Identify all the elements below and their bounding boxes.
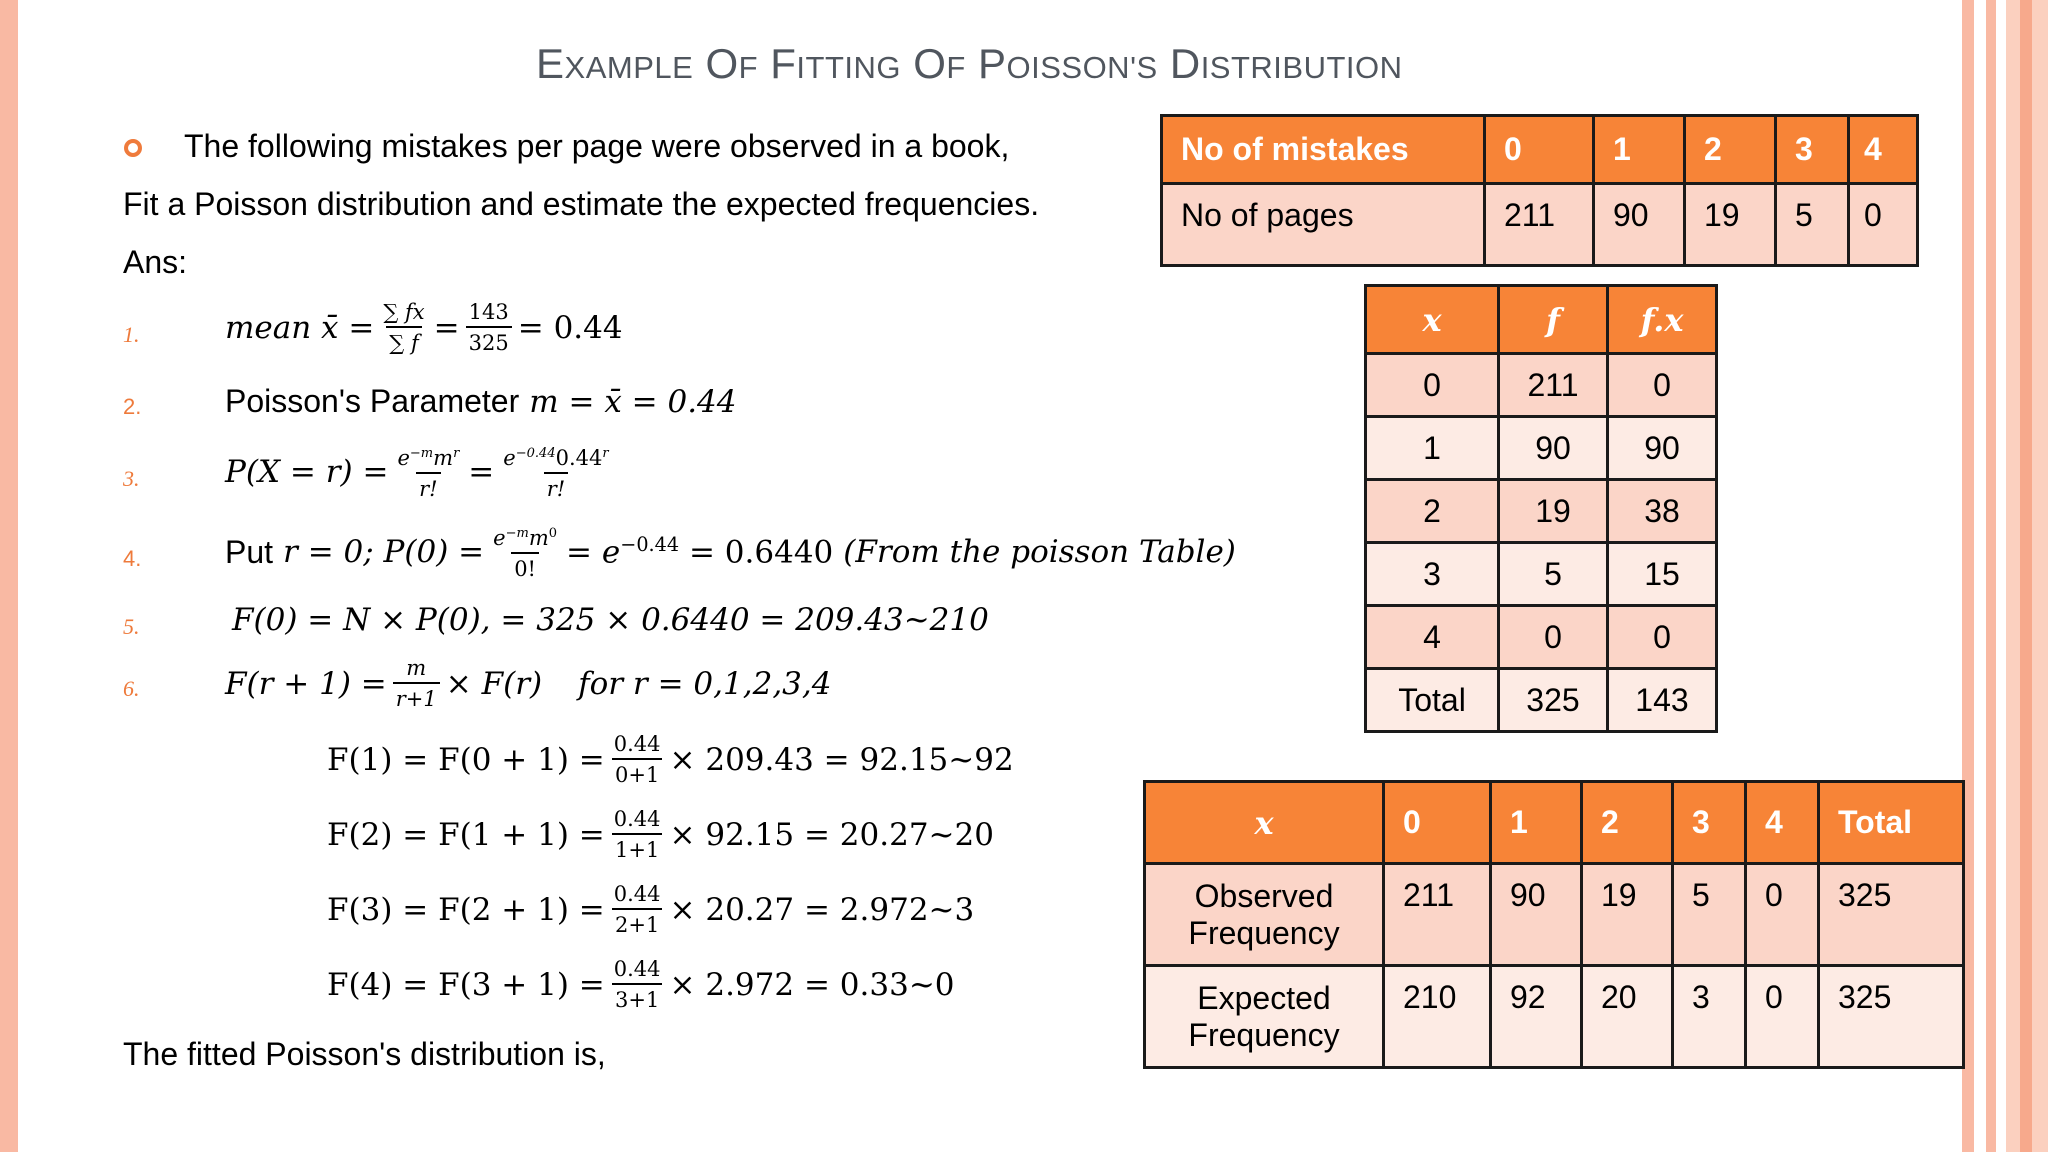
table-cell: 1 <box>1594 116 1685 184</box>
sum-fraction: $\frac{\sum fx}{\sum f}$ <box>380 298 427 358</box>
table-cell: 90 <box>1499 417 1608 480</box>
answer-label: Ans: <box>123 244 188 280</box>
mean-label: mean x̄ = <box>225 310 375 346</box>
title-text: EXAMPLE OF FITTING OF POISSON'S DISTRIBUTION <box>536 40 1403 87</box>
table-cell: 90 <box>1491 864 1582 966</box>
table-row <box>1366 417 1717 480</box>
table-cell: 211 <box>1499 354 1608 417</box>
table-row <box>1366 480 1717 543</box>
table-cell: 4 <box>1366 606 1499 669</box>
bullet-icon <box>124 139 142 157</box>
table-cell: 143 <box>1608 669 1717 732</box>
step-number: 1. <box>123 322 140 347</box>
p0-fraction: $\frac{e^{-m}m^0}{0!}$ <box>490 520 560 584</box>
table-cell: 0 <box>1499 606 1608 669</box>
table-cell: x <box>1145 782 1384 864</box>
table-row <box>1366 606 1717 669</box>
table-cell: 4 <box>1746 782 1819 864</box>
table-cell: 3 <box>1673 966 1746 1068</box>
table-cell: x <box>1366 286 1499 354</box>
table-cell: f.x <box>1608 286 1717 354</box>
fitted-distribution-table <box>1143 780 1965 1069</box>
table-cell: 2 <box>1582 782 1673 864</box>
step-number: 6. <box>123 676 140 701</box>
table-cell: 0 <box>1608 354 1717 417</box>
table-cell: 20 <box>1582 966 1673 1068</box>
table-cell: f <box>1499 286 1608 354</box>
table-cell: 325 <box>1499 669 1608 732</box>
table-row <box>1145 966 1964 1068</box>
table-cell: 0 <box>1485 116 1594 184</box>
mistakes-table <box>1160 114 1919 267</box>
table-cell: 3 <box>1673 782 1746 864</box>
table-cell: 5 <box>1673 864 1746 966</box>
slide-title <box>536 40 1403 88</box>
step-1-equation: mean x̄ = $\frac{\sum fx}{\sum f}$ = $\frac{143}{325}$ = 0.44 <box>225 298 623 358</box>
intro-line-2: Fit a Poisson distribution and estimate the expected frequencies. <box>123 186 1040 222</box>
table-cell: 5 <box>1499 543 1608 606</box>
table-cell: No of pages <box>1162 184 1485 266</box>
pmf-fraction: $\frac{e^{-m}m^r}{r!}$ <box>394 440 462 504</box>
recurrence-fraction: $\frac{m}{r+1}$ <box>393 654 440 714</box>
table-cell: 38 <box>1608 480 1717 543</box>
table-cell: No of mistakes <box>1162 116 1485 184</box>
step-number: 2. <box>123 394 142 419</box>
table-cell: 3 <box>1776 116 1849 184</box>
table-cell: 90 <box>1608 417 1717 480</box>
table-row <box>1145 864 1964 966</box>
table-header-row <box>1366 286 1717 354</box>
step-number: 3. <box>123 466 140 491</box>
table-cell: 211 <box>1485 184 1594 266</box>
table-cell: Expected Frequency <box>1145 966 1384 1068</box>
left-accent-stripe <box>0 0 18 1152</box>
table-cell: 211 <box>1384 864 1491 966</box>
table-cell: 1 <box>1366 417 1499 480</box>
calc-f1: F(1) = F(0 + 1) = $\frac{0.44}{0+1}$ × 209.43 = 92.15~92 <box>327 730 1014 790</box>
right-accent-stripe <box>1986 0 1996 1152</box>
table-cell: 1 <box>1491 782 1582 864</box>
table-cell: 325 <box>1819 966 1964 1068</box>
table-cell: 4 <box>1849 116 1918 184</box>
table-row <box>1162 184 1918 266</box>
calc-f3: F(3) = F(2 + 1) = $\frac{0.44}{2+1}$ × 20.27 = 2.972~3 <box>327 880 974 940</box>
table-cell: Observed Frequency <box>1145 864 1384 966</box>
table-cell: 19 <box>1582 864 1673 966</box>
table-header-row <box>1162 116 1918 184</box>
step-2-equation: Poisson's Parameter m = x̄ = 0.44 <box>225 383 737 420</box>
table-cell: 325 <box>1819 864 1964 966</box>
table-cell: 92 <box>1491 966 1582 1068</box>
table-cell: 19 <box>1499 480 1608 543</box>
step-4-equation: Put r = 0; P(0) = $\frac{e^{-m}m^0}{0!}$ = $e^{-0.44} = 0.6440$ (From the poisson Table) <box>225 520 1236 584</box>
table-cell: 2 <box>1685 116 1776 184</box>
table-row <box>1366 543 1717 606</box>
step-number: 4. <box>123 546 142 571</box>
right-accent-stripe <box>2020 0 2032 1152</box>
table-cell: 0 <box>1849 184 1918 266</box>
table-cell: 2 <box>1366 480 1499 543</box>
conclusion-text: The fitted Poisson's distribution is, <box>123 1036 606 1072</box>
step-5-equation: F(0) = N × P(0), = 325 × 0.6440 = 209.43~210 <box>232 602 989 638</box>
table-cell: 0 <box>1746 864 1819 966</box>
value-fraction: $\frac{143}{325}$ <box>466 298 512 358</box>
table-cell: 90 <box>1594 184 1685 266</box>
table-header-row <box>1145 782 1964 864</box>
table-row <box>1366 354 1717 417</box>
step-6-equation: F(r + 1) = $\frac{m}{r+1}$ × F(r) for r = 0,1,2,3,4 <box>225 654 831 714</box>
table-cell: 0 <box>1746 966 1819 1068</box>
table-cell: Total <box>1819 782 1964 864</box>
table-cell: 210 <box>1384 966 1491 1068</box>
table-cell: 15 <box>1608 543 1717 606</box>
step-3-equation: P(X = r) = $\frac{e^{-m}m^r}{r!}$ = $\frac{e^{-0.44}0.44^r}{r!}$ <box>225 440 618 504</box>
calc-f2: F(2) = F(1 + 1) = $\frac{0.44}{1+1}$ × 92.15 = 20.27~20 <box>327 805 994 865</box>
table-cell: 3 <box>1366 543 1499 606</box>
frequency-table <box>1364 284 1718 733</box>
table-cell: 0 <box>1366 354 1499 417</box>
table-cell: 19 <box>1685 184 1776 266</box>
calc-f4: F(4) = F(3 + 1) = $\frac{0.44}{3+1}$ × 2.972 = 0.33~0 <box>327 955 955 1015</box>
table-cell: Total <box>1366 669 1499 732</box>
step-number: 5. <box>123 614 140 639</box>
pmf-value-fraction: $\frac{e^{-0.44}0.44^r}{r!}$ <box>500 440 611 504</box>
table-row <box>1366 669 1717 732</box>
table-cell: 0 <box>1384 782 1491 864</box>
table-cell: 0 <box>1608 606 1717 669</box>
intro-line-1: The following mistakes per page were observed in a book, <box>184 128 1010 164</box>
table-cell: 5 <box>1776 184 1849 266</box>
